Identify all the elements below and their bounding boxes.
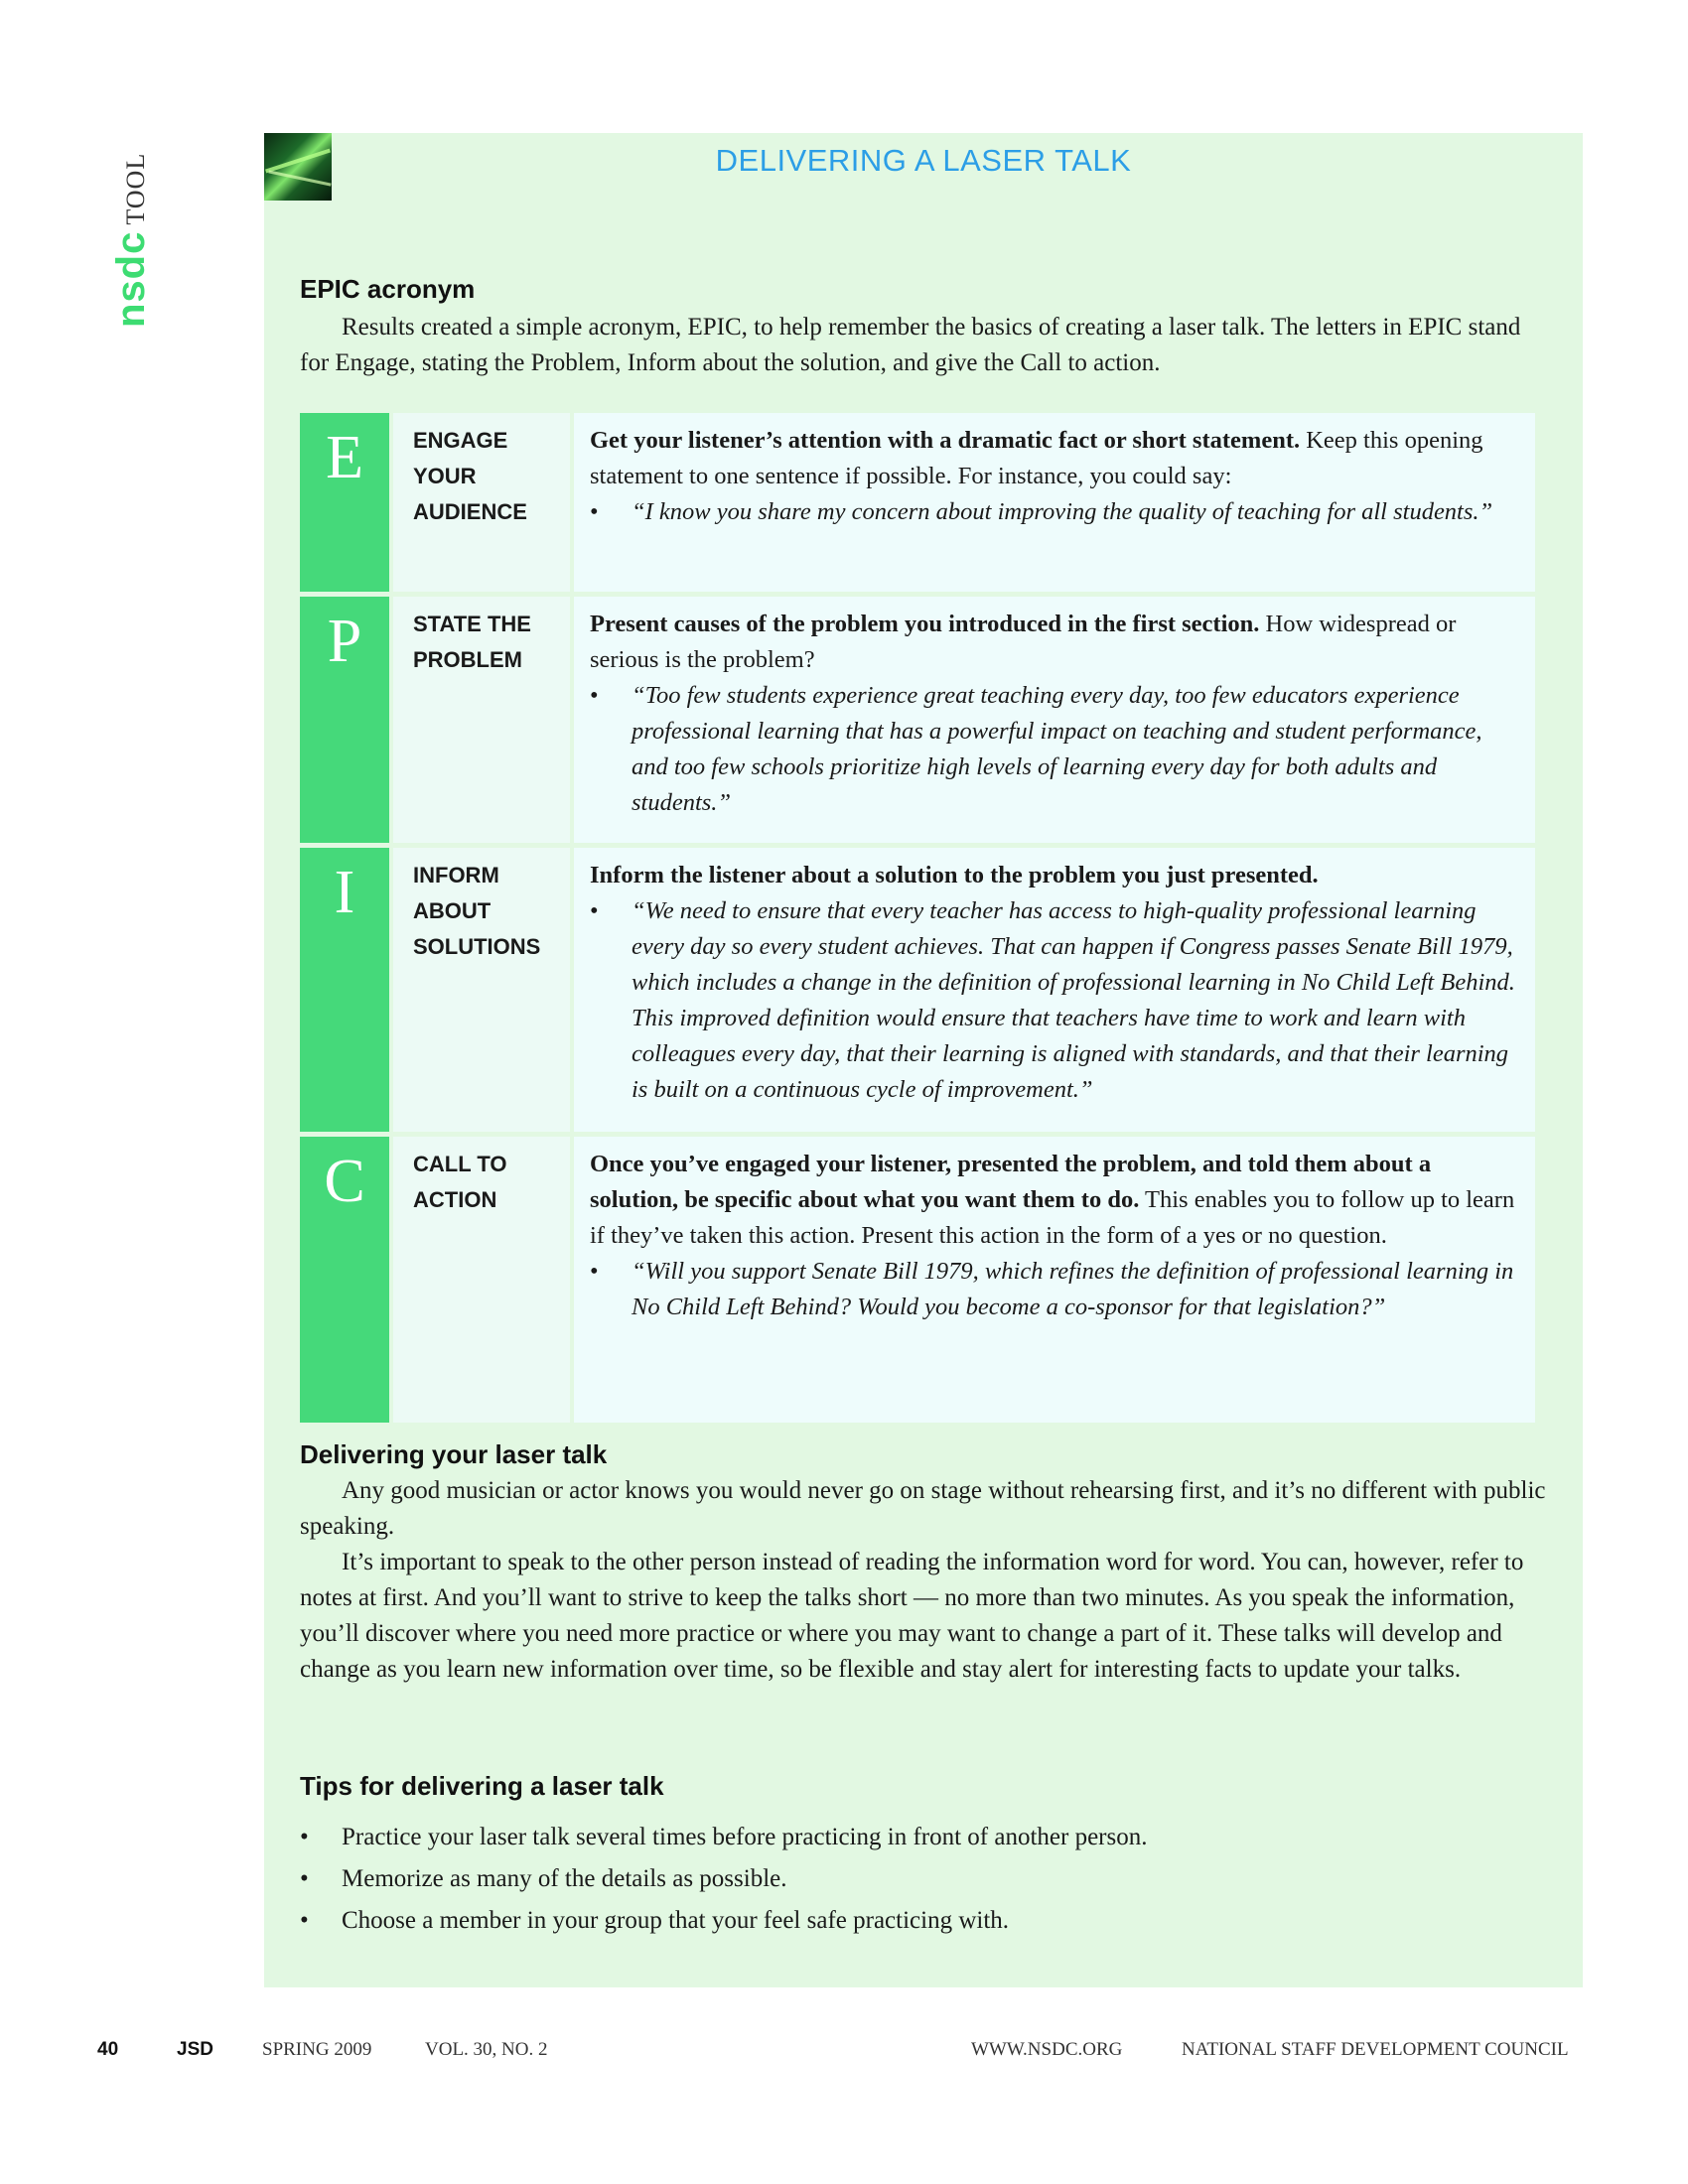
- epic-example-quote: • “Will you support Senate Bill 1979, which refines the definition of professional learning in No Child Left Behind? Would you become a co-sponsor for that legislation?”: [632, 1254, 1521, 1325]
- epic-lead-text: Get your listener’s attention with a dramatic fact or short statement.: [590, 427, 1301, 454]
- section-label: TOOL: [121, 152, 150, 225]
- epic-term: [389, 848, 570, 1132]
- issue-volume: VOL. 30, NO. 2: [425, 2039, 548, 2060]
- tips-heading: Tips for delivering a laser talk: [300, 1771, 664, 1801]
- epic-row: [300, 1137, 1535, 1423]
- epic-row: [300, 597, 1535, 848]
- journal-name: JSD: [177, 2039, 213, 2060]
- side-section-label: [73, 117, 153, 336]
- epic-intro: [300, 310, 1553, 381]
- tip-item: • Practice your laser talk several times before practicing in front of another person.: [300, 1817, 1553, 1858]
- website-link[interactable]: WWW.NSDC.ORG: [971, 2039, 1123, 2060]
- epic-term-line: YOUR: [413, 464, 477, 488]
- epic-row: [300, 848, 1535, 1137]
- delivering-paragraph-1: Any good musician or actor knows you would never go on stage without rehearsing first, and it’s no different with public speaking.: [300, 1477, 1546, 1540]
- page-number: 40: [97, 2039, 119, 2060]
- epic-table: [300, 413, 1535, 1423]
- page-footer: [0, 2039, 1688, 2069]
- epic-intro-text: Results created a simple acronym, EPIC, to help remember the basics of creating a laser talk. The letters in EPIC stand for Engage, stating the Problem, Inform about the solution, and give the Call to action.: [300, 314, 1521, 376]
- epic-description: [570, 848, 1535, 1132]
- epic-example-quote: • “I know you share my concern about improving the quality of teaching for all students.”: [632, 494, 1521, 530]
- epic-letter: E: [300, 413, 389, 592]
- brand-label: nsdc: [109, 230, 153, 328]
- organization-name: NATIONAL STAFF DEVELOPMENT COUNCIL: [1182, 2039, 1569, 2060]
- delivering-heading: Delivering your laser talk: [300, 1439, 608, 1469]
- epic-term-line: ABOUT: [413, 898, 492, 923]
- panel-title: DELIVERING A LASER TALK: [715, 143, 1132, 178]
- epic-letter: I: [300, 848, 389, 1132]
- epic-term-line: STATE THE: [413, 612, 531, 636]
- epic-description: [570, 597, 1535, 843]
- epic-heading: EPIC acronym: [300, 274, 476, 304]
- delivering-paragraph-2: It’s important to speak to the other person instead of reading the information word for word. You can, however, refer to notes at first. And you’ll want to strive to keep the talks short — no more than two minutes. As you speak the information, you’ll discover where you need more practice or where you may want to change a part of it. These talks will develop and change as you learn new information over time, so be flexible and stay alert for interesting facts to update your talks.: [300, 1549, 1524, 1683]
- issue-season: SPRING 2009: [262, 2039, 372, 2060]
- tip-item: • Memorize as many of the details as possible.: [300, 1858, 1553, 1900]
- epic-lead-text: Once you’ve engaged your listener, presented the problem, and told them about a solution, be specific about what you want them to do.: [590, 1151, 1432, 1213]
- epic-term-line: ENGAGE: [413, 428, 508, 453]
- epic-term: [389, 413, 570, 592]
- delivering-body: [300, 1473, 1553, 1688]
- epic-letter: C: [300, 1137, 389, 1423]
- epic-body-text: How widespread or serious is the problem?: [590, 611, 1457, 673]
- epic-letter: P: [300, 597, 389, 843]
- epic-body-text: This enables you to follow up to learn if they’ve taken this action. Present this action in the form of a yes or no question.: [590, 1186, 1515, 1249]
- tips-list: [300, 1817, 1553, 1942]
- tip-item: • Choose a member in your group that your feel safe practicing with.: [300, 1900, 1553, 1942]
- epic-term-line: INFORM: [413, 863, 499, 887]
- epic-lead-text: Present causes of the problem you introduced in the first section.: [590, 611, 1260, 637]
- epic-lead-text: Inform the listener about a solution to the problem you just presented.: [590, 862, 1319, 888]
- epic-term: [389, 1137, 570, 1423]
- epic-row: [300, 413, 1535, 597]
- epic-term-line: AUDIENCE: [413, 499, 527, 524]
- epic-example-quote: • “We need to ensure that every teacher has access to high-quality professional learning every day so every student achieves. That can happen if Congress passes Senate Bill 1979, which includes a change in the definition of professional learning in No Child Left Behind. This improved definition would ensure that teachers have time to work and learn with colleagues every day, that their learning is aligned with standards, and that their learning is built on a continuous cycle of improvement.”: [632, 893, 1521, 1108]
- laser-talk-panel: [264, 133, 1583, 1987]
- epic-term: [389, 597, 570, 843]
- epic-description: [570, 413, 1535, 592]
- epic-description: [570, 1137, 1535, 1423]
- epic-term-line: SOLUTIONS: [413, 934, 541, 959]
- epic-term-line: CALL TO: [413, 1152, 507, 1176]
- epic-example-quote: • “Too few students experience great teaching every day, too few educators experience professional learning that has a powerful impact on teaching and student performance, and too few schools prioritize high levels of learning every day for both adults and students.”: [632, 678, 1521, 821]
- epic-term-line: PROBLEM: [413, 647, 522, 672]
- epic-body-text: Keep this opening statement to one sentence if possible. For instance, you could say:: [590, 427, 1483, 489]
- epic-term-line: ACTION: [413, 1187, 497, 1212]
